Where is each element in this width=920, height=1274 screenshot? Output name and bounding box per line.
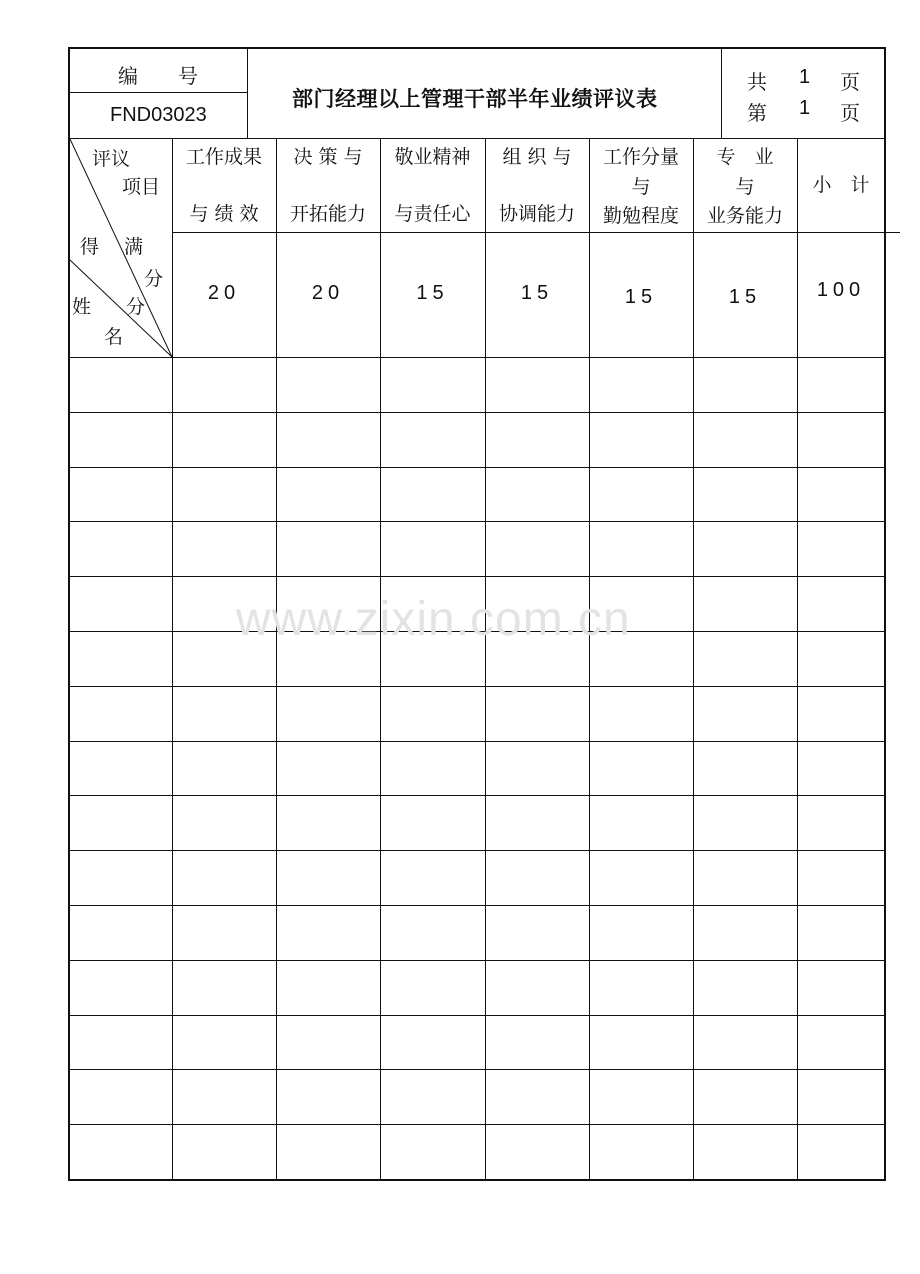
column-header-line3: 与 绩 效	[189, 203, 259, 225]
corner-full-score-1: 得	[80, 236, 100, 258]
code-value: FND03023	[110, 104, 207, 126]
column-divider	[485, 138, 486, 1180]
code-label: 编 号	[118, 64, 198, 88]
corner-name-2: 名	[104, 326, 124, 348]
table-row-line	[69, 795, 885, 796]
pages-total-value: 1	[799, 66, 811, 88]
full-score-value: 15	[416, 282, 449, 304]
table-row-line	[69, 576, 885, 577]
table-row-line	[69, 1069, 885, 1070]
table-row-line	[69, 905, 885, 906]
page-current-value: 1	[799, 97, 811, 119]
column-divider	[276, 138, 277, 1180]
table-row-line	[69, 521, 885, 522]
column-divider	[589, 138, 590, 1180]
pages-total-label: 共	[747, 70, 767, 94]
watermark: www.zixin.com.cn	[236, 593, 631, 646]
table-row-line	[69, 850, 885, 851]
table-row-line	[69, 960, 885, 961]
corner-item-line2: 项目	[122, 176, 161, 198]
column-header-line3: 协调能力	[498, 203, 575, 225]
column-header-line2: 与	[735, 176, 755, 198]
table-row-line	[69, 1015, 885, 1016]
column-header-line1: 工作分量	[602, 146, 679, 168]
column-divider	[380, 138, 381, 1180]
corner-item-line1: 评议	[92, 148, 131, 170]
column-divider	[693, 138, 694, 1180]
table-row-line	[69, 467, 885, 468]
corner-full-score-3: 分	[144, 268, 164, 290]
full-score-value: 15	[624, 286, 658, 308]
column-header-line3: 开拓能力	[289, 203, 366, 225]
corner-score-label: 分	[126, 296, 146, 318]
corner-name-1: 姓	[72, 296, 92, 318]
column-divider	[797, 138, 798, 1180]
table-row-line	[69, 686, 885, 687]
subtotal-label: 小 计	[812, 174, 870, 196]
corner-full-score-2: 满	[124, 236, 144, 258]
page-title: 部门经理以上管理干部半年业绩评议表	[292, 87, 658, 111]
column-header-line2: 与	[631, 176, 651, 198]
pages-total-unit: 页	[840, 70, 860, 94]
subtotal-score: 100	[816, 279, 866, 301]
column-header-line1: 敬业精神	[394, 146, 471, 168]
full-score-value: 15	[520, 282, 554, 304]
full-score-value: 20	[311, 282, 345, 304]
column-header-line1: 组 织 与	[502, 146, 572, 168]
column-header-line3: 与责任心	[394, 203, 471, 225]
page-current-label: 第	[747, 101, 767, 125]
column-header-line3: 业务能力	[706, 205, 783, 227]
column-header-line1: 决 策 与	[293, 146, 363, 168]
column-header-line1: 专 业	[716, 146, 774, 168]
table-row-line	[69, 412, 885, 413]
table-row-line	[69, 741, 885, 742]
table-row-line	[69, 1124, 885, 1125]
full-score-value: 20	[207, 282, 241, 304]
column-header-line3: 勤勉程度	[602, 205, 679, 227]
page-current-unit: 页	[840, 101, 860, 125]
column-divider	[172, 138, 173, 1180]
full-score-value: 15	[728, 286, 762, 308]
column-header-line1: 工作成果	[185, 146, 262, 168]
